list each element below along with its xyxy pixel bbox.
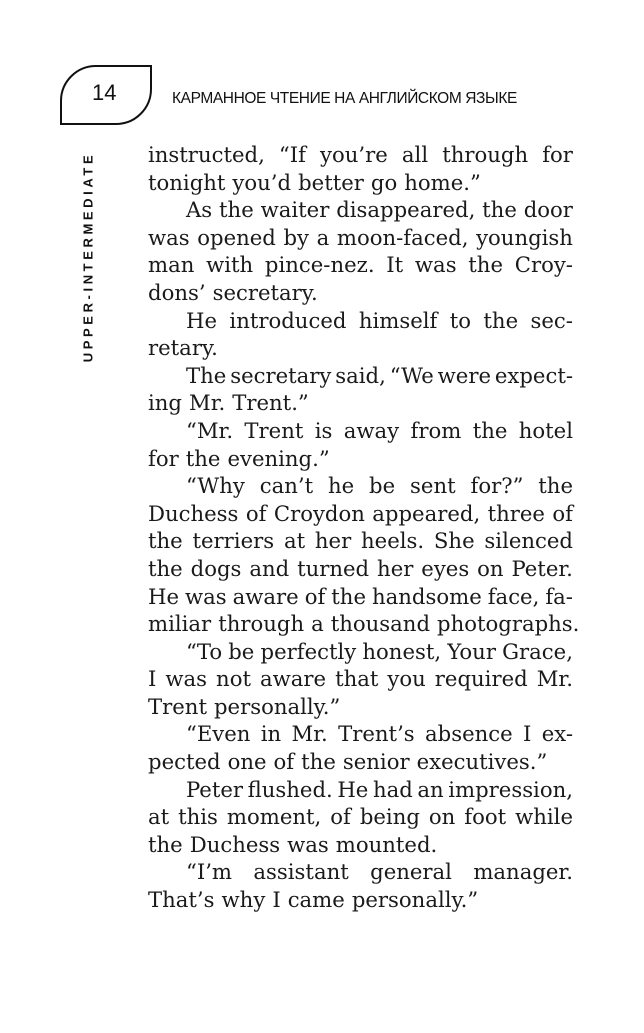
text-word: all bbox=[401, 142, 429, 167]
text-line bbox=[148, 803, 573, 831]
page-text-body bbox=[148, 141, 580, 914]
text-word: Grace, bbox=[502, 638, 573, 664]
text-word: on bbox=[477, 555, 504, 581]
text-word: dogs bbox=[190, 555, 242, 581]
text-word: Mr. bbox=[291, 721, 328, 747]
text-word: of bbox=[552, 500, 573, 526]
text-word: youngish bbox=[476, 224, 573, 250]
text-word: her bbox=[314, 528, 352, 554]
text-word: That’s bbox=[148, 887, 215, 913]
text-word: ex- bbox=[541, 721, 573, 747]
text-word: the bbox=[538, 473, 573, 499]
text-word: you bbox=[387, 666, 426, 692]
text-word: not bbox=[216, 666, 251, 692]
text-word: go bbox=[370, 169, 398, 195]
text-word: was bbox=[165, 666, 208, 692]
text-word: the bbox=[472, 417, 508, 443]
text-line bbox=[148, 445, 573, 473]
text-word: Mr. bbox=[189, 390, 226, 416]
text-word: be bbox=[369, 473, 396, 499]
text-line bbox=[148, 389, 573, 417]
text-word: She bbox=[433, 528, 475, 554]
level-side-label-text: UPPER-INTERMEDIATE bbox=[80, 151, 96, 363]
text-line bbox=[148, 141, 573, 169]
text-word: executives.” bbox=[416, 749, 548, 775]
text-word: He bbox=[148, 583, 180, 609]
text-word: the bbox=[468, 252, 503, 278]
text-word: “We bbox=[389, 362, 434, 388]
text-word: Croy- bbox=[514, 252, 573, 278]
text-word: assistant bbox=[253, 859, 349, 885]
text-word: I bbox=[523, 721, 532, 747]
text-word: being bbox=[359, 804, 420, 830]
text-word: can’t bbox=[259, 473, 314, 499]
text-word: silenced bbox=[484, 528, 573, 554]
text-word: for bbox=[542, 142, 573, 167]
text-word: “Why bbox=[186, 473, 245, 499]
text-word: by bbox=[283, 224, 310, 250]
text-word: in bbox=[260, 721, 282, 747]
text-word: secretary. bbox=[212, 279, 318, 305]
text-word: absence bbox=[425, 721, 513, 747]
text-word: Trent bbox=[148, 693, 207, 719]
text-word: miliar bbox=[148, 611, 212, 637]
text-word: Peter bbox=[186, 776, 244, 802]
text-word: “To bbox=[186, 638, 223, 664]
text-line bbox=[148, 583, 573, 611]
text-word: tonight bbox=[148, 169, 226, 195]
text-word: Your bbox=[447, 638, 496, 664]
text-word: sec- bbox=[530, 307, 573, 333]
text-word: impression, bbox=[448, 776, 573, 802]
text-word: Peter. bbox=[511, 555, 573, 581]
text-line bbox=[148, 638, 573, 666]
text-word: perfectly bbox=[260, 638, 357, 664]
text-line bbox=[148, 196, 573, 224]
text-word: an bbox=[417, 776, 444, 802]
text-line bbox=[148, 555, 573, 583]
text-word: face, bbox=[487, 583, 540, 609]
text-word: the bbox=[331, 583, 366, 609]
text-line bbox=[148, 169, 573, 197]
text-word: you’d bbox=[232, 169, 292, 195]
text-word: why bbox=[221, 887, 266, 913]
text-word: came bbox=[287, 887, 345, 913]
text-word: personally.” bbox=[213, 693, 341, 719]
text-word: door bbox=[523, 197, 573, 223]
text-word: photographs. bbox=[437, 611, 580, 637]
text-word: the bbox=[148, 831, 183, 857]
text-word: expect- bbox=[494, 362, 573, 388]
text-word: a bbox=[316, 224, 330, 250]
text-word: Croydon bbox=[273, 500, 365, 526]
text-word: Duchess bbox=[189, 831, 281, 857]
text-word: he bbox=[327, 473, 355, 499]
text-word: was bbox=[287, 831, 329, 857]
text-line bbox=[148, 417, 573, 445]
text-word: of bbox=[304, 583, 326, 609]
text-word: the bbox=[219, 197, 254, 223]
text-word: dons’ bbox=[148, 279, 206, 305]
text-word: He bbox=[186, 307, 218, 333]
text-word: is bbox=[314, 417, 333, 443]
text-line bbox=[148, 610, 580, 638]
text-word: aware bbox=[259, 666, 327, 692]
running-head-title: КАРМАННОЕ ЧТЕНИЕ НА АНГЛИЙСКОМ ЯЗЫКЕ bbox=[172, 90, 517, 107]
text-word: heels. bbox=[361, 528, 425, 554]
text-word: retary. bbox=[148, 335, 218, 361]
text-word: eyes bbox=[421, 555, 470, 581]
text-line bbox=[148, 527, 573, 555]
text-word: general bbox=[370, 859, 452, 885]
text-word: of bbox=[330, 804, 351, 830]
text-word: you’re bbox=[320, 142, 388, 167]
text-word: this bbox=[178, 804, 218, 830]
text-word: manager. bbox=[473, 859, 573, 885]
text-word: thousand bbox=[330, 611, 431, 637]
text-word: Trent’s bbox=[338, 721, 415, 747]
text-word: was bbox=[185, 583, 227, 609]
text-word: her bbox=[377, 555, 414, 581]
text-word: with bbox=[206, 252, 254, 278]
text-word: moment, bbox=[226, 804, 322, 830]
text-word: personally.” bbox=[351, 887, 479, 913]
text-word: opened bbox=[197, 224, 276, 250]
text-word: for?” bbox=[470, 473, 524, 499]
text-line bbox=[148, 831, 573, 859]
text-word: “Even bbox=[186, 721, 251, 747]
text-word: introduced bbox=[229, 307, 347, 333]
text-line bbox=[148, 886, 573, 914]
text-line bbox=[148, 472, 573, 500]
text-word: was bbox=[148, 224, 190, 250]
text-line bbox=[148, 858, 573, 886]
text-word: was bbox=[414, 252, 457, 278]
text-word: disappeared, bbox=[336, 197, 476, 223]
text-word: himself bbox=[358, 307, 438, 333]
text-line bbox=[148, 665, 573, 693]
text-line bbox=[148, 776, 573, 804]
text-word: pected bbox=[148, 749, 221, 775]
text-line bbox=[148, 251, 573, 279]
text-line bbox=[148, 720, 573, 748]
text-word: three bbox=[487, 500, 545, 526]
text-word: Trent.” bbox=[232, 390, 309, 416]
text-word: evening.” bbox=[227, 445, 330, 471]
text-word: required bbox=[434, 666, 528, 692]
text-word: instructed, bbox=[148, 142, 265, 167]
text-word: foot bbox=[464, 804, 507, 830]
text-word: at bbox=[148, 804, 170, 830]
text-line bbox=[148, 362, 573, 390]
text-line bbox=[148, 334, 573, 362]
text-word: flushed. bbox=[247, 776, 333, 802]
text-line bbox=[148, 748, 573, 776]
text-word: Trent bbox=[244, 417, 304, 443]
text-word: to bbox=[449, 307, 472, 333]
text-word: the bbox=[301, 749, 336, 775]
text-word: fa- bbox=[545, 583, 573, 609]
text-word: terriers bbox=[192, 528, 275, 554]
text-word: through bbox=[442, 142, 529, 167]
text-word: It bbox=[386, 252, 404, 278]
text-word: I bbox=[148, 666, 157, 692]
text-line bbox=[148, 224, 573, 252]
text-word: were bbox=[437, 362, 491, 388]
text-word: better bbox=[298, 169, 364, 195]
text-word: turned bbox=[297, 555, 370, 581]
page-number: 14 bbox=[92, 80, 117, 105]
level-side-label bbox=[76, 146, 100, 368]
text-word: pince-nez. bbox=[264, 252, 375, 278]
text-word: the bbox=[185, 445, 221, 471]
text-word: of bbox=[273, 749, 295, 775]
text-word: from bbox=[410, 417, 462, 443]
text-word: ing bbox=[148, 390, 182, 416]
text-word: aware bbox=[232, 583, 299, 609]
text-word: and bbox=[249, 555, 290, 581]
text-line bbox=[148, 307, 573, 335]
text-word: said, bbox=[335, 362, 386, 388]
text-word: be bbox=[228, 638, 255, 664]
text-word: that bbox=[335, 666, 379, 692]
text-word: secretary bbox=[230, 362, 332, 388]
text-word: for bbox=[148, 445, 179, 471]
text-word: waiter bbox=[260, 197, 330, 223]
text-word: the bbox=[148, 555, 183, 581]
text-word: through bbox=[218, 611, 305, 637]
text-word: the bbox=[483, 307, 519, 333]
text-word: at bbox=[283, 528, 306, 554]
text-word: of bbox=[245, 500, 267, 526]
text-word: moon-faced, bbox=[336, 224, 469, 250]
text-word: honest, bbox=[362, 638, 442, 664]
text-word: I bbox=[272, 887, 281, 913]
text-word: handsome bbox=[371, 583, 482, 609]
text-word: the bbox=[482, 197, 517, 223]
text-word: while bbox=[515, 804, 573, 830]
text-word: appeared, bbox=[372, 500, 481, 526]
text-word: on bbox=[428, 804, 456, 830]
text-word: home.” bbox=[404, 169, 481, 195]
text-word: a bbox=[311, 611, 324, 637]
text-word: As bbox=[186, 197, 213, 223]
text-word: “I’m bbox=[186, 859, 233, 885]
text-word: The bbox=[186, 362, 227, 388]
text-line bbox=[148, 279, 573, 307]
text-word: “If bbox=[278, 142, 306, 167]
text-word: Duchess bbox=[148, 500, 239, 526]
text-word: mounted. bbox=[335, 831, 438, 857]
text-word: man bbox=[148, 252, 195, 278]
text-word: hotel bbox=[518, 417, 573, 443]
text-word: senior bbox=[342, 749, 410, 775]
text-word: Mr. bbox=[536, 666, 573, 692]
text-word: the bbox=[148, 528, 183, 554]
text-word: one bbox=[227, 749, 267, 775]
text-word: sent bbox=[410, 473, 456, 499]
text-word: “Mr. bbox=[186, 417, 234, 443]
text-word: away bbox=[343, 417, 400, 443]
text-word: He bbox=[337, 776, 369, 802]
text-word: had bbox=[372, 776, 413, 802]
text-line bbox=[148, 693, 573, 721]
text-line bbox=[148, 500, 573, 528]
